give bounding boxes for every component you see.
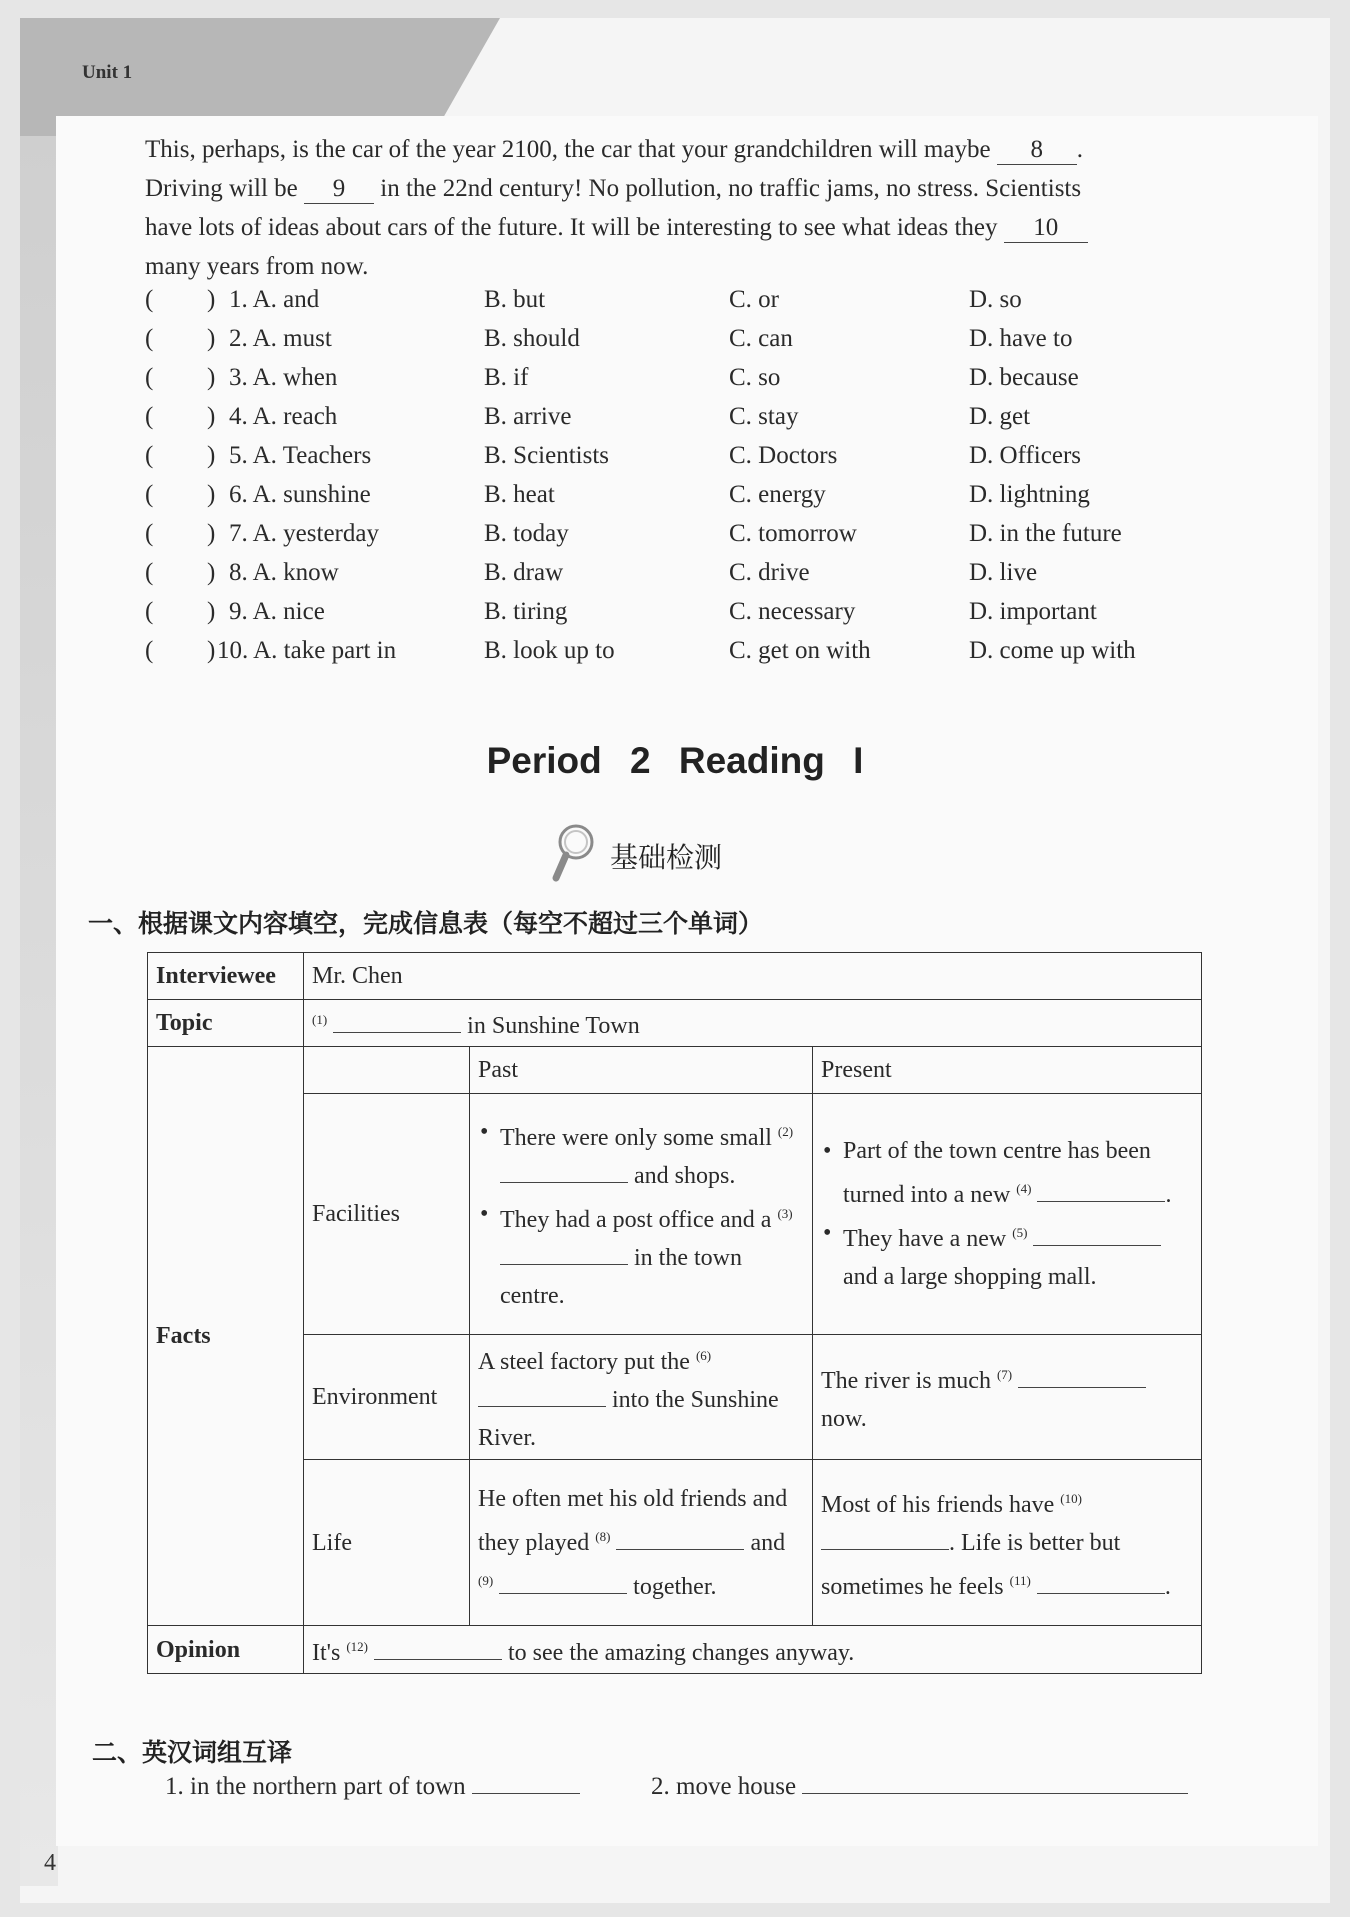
basics-label: 基础检测	[610, 841, 723, 874]
option-c[interactable]: C. tomorrow	[729, 520, 857, 547]
option-a[interactable]: A. nice	[252, 598, 325, 625]
option-d[interactable]: D. in the future	[969, 520, 1122, 547]
left-margin-band	[20, 136, 58, 1886]
blank-1[interactable]	[333, 1032, 461, 1033]
answer-bracket[interactable]: (	[145, 481, 154, 508]
facilities-present-cell: • Part of the town centre has been turned into a new $^{(4)}$ . • They have a new $^{(5)}$ and a large shopping mall.	[813, 1094, 1202, 1335]
option-b[interactable]: B. draw	[484, 559, 564, 586]
option-d[interactable]: D. Officers	[969, 442, 1081, 469]
life-past-cell: He often met his old friends and they played $^{(8)}$ and $^{(9)}$ together.	[470, 1460, 813, 1626]
answer-bracket[interactable]: (	[145, 325, 154, 352]
option-d[interactable]: D. because	[969, 364, 1079, 391]
option-b[interactable]: B. tiring	[484, 598, 568, 625]
option-a[interactable]: A. know	[252, 559, 339, 586]
answer-bracket[interactable]: (	[145, 637, 154, 664]
answer-bracket[interactable]: (	[145, 442, 154, 469]
blank-8[interactable]: 8	[997, 136, 1077, 165]
answer-blank-1[interactable]	[472, 1793, 580, 1794]
info-table	[147, 952, 1202, 1674]
option-c[interactable]: C. get on with	[729, 637, 871, 664]
option-d[interactable]: D. get	[969, 403, 1031, 430]
interviewee-value: Mr. Chen	[304, 953, 1202, 1000]
blank-12[interactable]	[374, 1659, 502, 1660]
passage-line-3: have lots of ideas about cars of the future. It will be interesting to see what ideas they	[145, 214, 998, 241]
option-b[interactable]: B. arrive	[484, 403, 572, 430]
past-header: Past	[470, 1047, 813, 1094]
blank-2[interactable]	[500, 1182, 628, 1183]
option-d[interactable]: D. come up with	[969, 637, 1136, 664]
option-b[interactable]: B. today	[484, 520, 569, 547]
answer-bracket[interactable]: (	[145, 520, 154, 547]
environment-past-cell: A steel factory put the $^{(6)}$ into the Sunshine River.	[470, 1335, 813, 1460]
passage-line-1: This, perhaps, is the car of the year 2100, the car that your grandchildren will maybe	[145, 136, 991, 163]
option-c[interactable]: C. energy	[729, 481, 826, 508]
answer-blank-2[interactable]	[802, 1793, 1188, 1794]
translation-item-2: 2. move house	[651, 1773, 1188, 1801]
option-d[interactable]: D. live	[969, 559, 1038, 586]
option-b[interactable]: B. if	[484, 364, 529, 391]
translation-item-1: 1. in the northern part of town	[165, 1773, 580, 1801]
answer-bracket[interactable]: (	[145, 598, 154, 625]
blank-6[interactable]	[478, 1406, 606, 1407]
option-a[interactable]: A. and	[252, 286, 320, 313]
option-a[interactable]: A. sunshine	[252, 481, 371, 508]
blank-9[interactable]: 9	[304, 175, 374, 204]
option-c[interactable]: C. or	[729, 286, 779, 313]
option-c[interactable]: C. stay	[729, 403, 799, 430]
interviewee-label: Interviewee	[148, 953, 304, 1000]
environment-label: Environment	[304, 1335, 470, 1460]
page-number: 4	[44, 1850, 56, 1876]
table-row	[148, 1094, 1202, 1335]
table-row	[148, 1335, 1202, 1460]
table-row	[148, 1000, 1202, 1047]
option-b[interactable]: B. Scientists	[484, 442, 610, 469]
empty-header-cell	[304, 1047, 470, 1094]
option-b[interactable]: B. look up to	[484, 637, 615, 664]
facilities-past-cell: • There were only some small $^{(2)}$ and shops. • They had a post office and a $^{(3)}$ in the town centre.	[470, 1094, 813, 1335]
option-b[interactable]: B. should	[484, 325, 580, 352]
section1-title: 一、根据课文内容填空，完成信息表（每空不超过三个单词）	[88, 909, 764, 938]
table-row	[148, 953, 1202, 1000]
facilities-label: Facilities	[304, 1094, 470, 1335]
option-a[interactable]: A. Teachers	[252, 442, 372, 469]
option-a[interactable]: A. yesterday	[252, 520, 379, 547]
blank-11[interactable]	[1037, 1593, 1165, 1594]
option-a[interactable]: A. take part in	[253, 637, 397, 664]
facts-label: Facts	[148, 1047, 304, 1626]
table-row	[148, 1047, 1202, 1094]
period-title: Period 2 Reading I	[486, 740, 864, 781]
option-c[interactable]: C. drive	[729, 559, 810, 586]
blank-3[interactable]	[500, 1264, 628, 1265]
option-a[interactable]: A. reach	[252, 403, 338, 430]
answer-bracket[interactable]: (	[145, 403, 154, 430]
opinion-label: Opinion	[148, 1626, 304, 1674]
answer-bracket[interactable]: (	[145, 286, 154, 313]
table-row	[148, 1626, 1202, 1674]
blank-8b[interactable]	[616, 1549, 744, 1550]
option-c[interactable]: C. necessary	[729, 598, 856, 625]
passage-line-2-start: Driving will be	[145, 175, 298, 202]
option-d[interactable]: D. have to	[969, 325, 1073, 352]
blank-7[interactable]	[1018, 1387, 1146, 1388]
magnifier-icon	[550, 822, 598, 884]
blank-5[interactable]	[1033, 1245, 1161, 1246]
section2-title: 二、英汉词组互译	[92, 1738, 293, 1767]
cloze-passage: This, perhaps, is the car of the year 2100, the car that your grandchildren will maybe 8 . Driving will be 9 in the 22nd century! No pollution, no traffic jams, no stress. Scientists have lots of ideas about cars of the future. It will be interesting to see what ideas they 10 many years from now.	[145, 130, 1175, 286]
table-row	[148, 1460, 1202, 1626]
passage-line-4: many years from now.	[145, 253, 369, 280]
life-present-cell: Most of his friends have $^{(10)}$ . Life is better but sometimes he feels $^{(11)}$ .	[813, 1460, 1202, 1626]
blank-10b[interactable]	[821, 1549, 949, 1550]
option-c[interactable]: C. Doctors	[729, 442, 838, 469]
passage-line-2-end: in the 22nd century! No pollution, no traffic jams, no stress. Scientists	[380, 175, 1082, 202]
option-d[interactable]: D. lightning	[969, 481, 1090, 508]
opinion-cell: It's $^{(12)}$ to see the amazing changes anyway.	[304, 1626, 1202, 1674]
option-c[interactable]: C. can	[729, 325, 793, 352]
answer-bracket[interactable]: (	[145, 364, 154, 391]
unit-label: Unit 1	[82, 62, 133, 83]
blank-9b[interactable]	[499, 1593, 627, 1594]
option-d[interactable]: D. so	[969, 286, 1022, 313]
option-a[interactable]: A. when	[252, 364, 338, 391]
environment-present-cell: The river is much $^{(7)}$ now.	[813, 1335, 1202, 1460]
option-b[interactable]: B. but	[484, 286, 546, 313]
option-b[interactable]: B. heat	[484, 481, 555, 508]
blank-10[interactable]: 10	[1004, 214, 1088, 243]
answer-bracket[interactable]: (	[145, 559, 154, 586]
topic-label: Topic	[148, 1000, 304, 1047]
option-a[interactable]: A. must	[252, 325, 332, 352]
present-header: Present	[813, 1047, 1202, 1094]
life-label: Life	[304, 1460, 470, 1626]
option-d[interactable]: D. important	[969, 598, 1097, 625]
topic-cell: $^{(1)}$ in Sunshine Town	[304, 1000, 1202, 1047]
blank-4[interactable]	[1037, 1201, 1165, 1202]
option-c[interactable]: C. so	[729, 364, 781, 391]
